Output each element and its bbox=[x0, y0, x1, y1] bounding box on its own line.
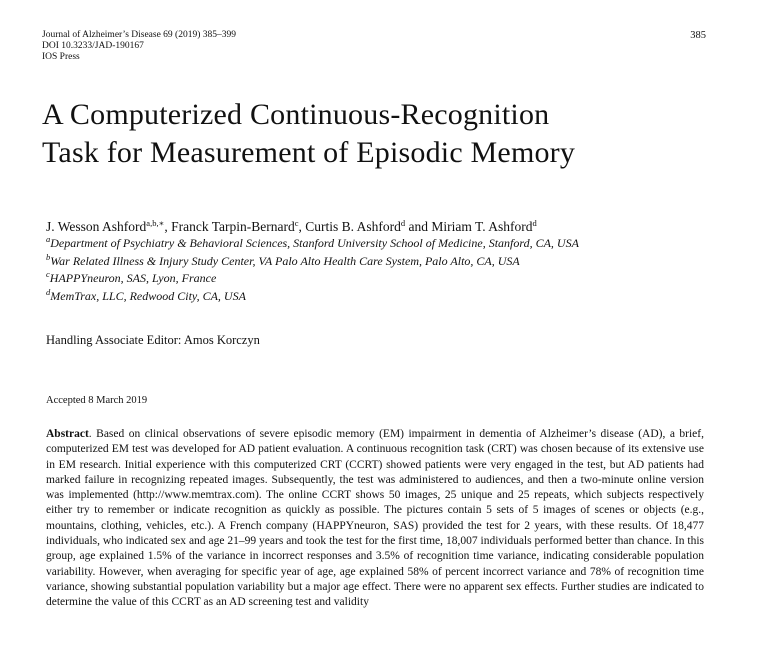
affiliation-text: HAPPYneuron, SAS, Lyon, France bbox=[49, 271, 217, 285]
author-separator: and bbox=[405, 219, 432, 234]
abstract bbox=[46, 427, 704, 611]
paper-title bbox=[42, 96, 732, 172]
author: J. Wesson Ashford bbox=[46, 219, 147, 234]
publisher: IOS Press bbox=[42, 52, 80, 62]
author-separator: , bbox=[164, 219, 172, 234]
affiliation-mark: c bbox=[46, 269, 50, 279]
abstract-text: . Based on clinical observations of severe episodic memory (EM) impairment in dementia of Alzheimer’s disease (AD), a brief, computerized EM test was developed for AD patient evaluation. A continuous recognition task (CRT) was chosen because of its extensive use in EM research. Initial experience with this computerized CRT (CCRT) showed patients were very engaged in the test, but AD patients had marked failure in recognizing repeated images. Subsequently, the test was administered to audiences, and then a two-minute online version was implemented (http://www.memtrax.com). The online CCRT shows 50 images, 25 unique and 25 repeats, which subjects respectively either try to remember or indicate recognition as quickly as possible. The pictures contain 5 sets of 5 images of scenes or objects (e.g., mountains, clothing, vehicles, etc.). A French company (HAPPYneuron, SAS) provided the test for 2 years, with these results. Of 18,477 individuals, who indicated sex and age 21–99 years and took the test for the first time, 18,007 individuals performed better than chance. In this group, age explained 1.5% of the variance in incorrect responses and 3.5% of recognition time variance, indicating considerable population variability. However, when averaging for specific year of age, age explained 58% of percent incorrect variance and 78% of recognition time variance, showing substantial population variability but a major age effect. There were no apparent sex effects. Further studies are indicated to determine the value of this CCRT as an AD screening test and validity bbox=[46, 428, 704, 609]
author: Franck Tarpin-Bernard bbox=[171, 219, 295, 234]
page-number: 385 bbox=[690, 30, 706, 41]
author-affiliation-mark: c bbox=[294, 218, 299, 228]
doi[interactable]: DOI 10.3233/JAD-190167 bbox=[42, 41, 144, 51]
affiliation-list bbox=[46, 235, 579, 305]
title-line-1: A Computerized Continuous-Recognition bbox=[42, 98, 550, 131]
affiliation bbox=[46, 288, 579, 306]
abstract-label: Abstract bbox=[46, 428, 89, 440]
author-separator: , bbox=[298, 219, 306, 234]
handling-editor: Handling Associate Editor: Amos Korczyn bbox=[46, 333, 260, 347]
journal-citation: Journal of Alzheimer’s Disease 69 (2019) 385–399 bbox=[42, 30, 237, 40]
affiliation bbox=[46, 270, 579, 288]
affiliation-mark: a bbox=[46, 234, 51, 244]
affiliation-text: MemTrax, LLC, Redwood City, CA, USA bbox=[50, 288, 246, 303]
author: Miriam T. Ashford bbox=[431, 219, 533, 234]
accepted-date: Accepted 8 March 2019 bbox=[46, 395, 148, 406]
affiliation-mark: d bbox=[46, 286, 51, 297]
author-affiliation-mark: d bbox=[532, 218, 537, 228]
author-affiliation-mark: d bbox=[400, 218, 406, 228]
affiliation-mark: b bbox=[46, 251, 51, 262]
author: Curtis B. Ashford bbox=[305, 219, 401, 234]
title-line-2: Task for Measurement of Episodic Memory bbox=[42, 136, 576, 169]
affiliation-text: War Related Illness & Injury Study Center, VA Palo Alto Health Care System, Palo Alto, CA, USA bbox=[50, 253, 520, 268]
affiliation bbox=[46, 235, 579, 253]
affiliation bbox=[46, 253, 579, 271]
affiliation-text: Department of Psychiatry & Behavioral Sciences, Stanford University School of Medicine, Stanford, CA, USA bbox=[50, 236, 579, 250]
author-list bbox=[46, 218, 537, 235]
journal-header bbox=[42, 30, 236, 63]
author-affiliation-mark: a,b,∗ bbox=[146, 218, 165, 228]
